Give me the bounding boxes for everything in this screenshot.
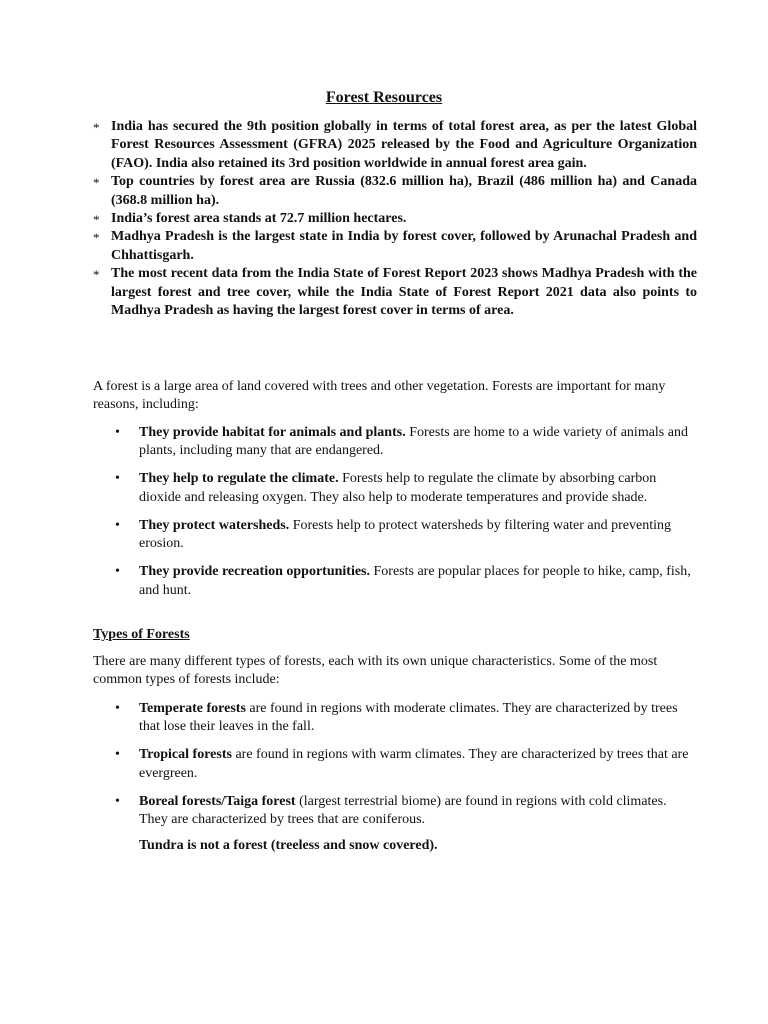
forest-type-text: are found in regions with warm climates. They are characterized by trees that are evergreen. bbox=[139, 747, 689, 781]
forest-type-name: Boreal forests/Taiga forest bbox=[139, 793, 296, 809]
reason-item bbox=[93, 517, 693, 554]
forest-type-item bbox=[93, 700, 693, 737]
forest-type-text: (largest terrestrial biome) are found in regions with cold climates. They are characterized by trees that are coniferous. bbox=[139, 793, 667, 828]
reason-lead: They protect watersheds. bbox=[139, 517, 290, 533]
reason-text: Forests help to regulate the climate by absorbing carbon dioxide and releasing oxygen. They also help to moderate temperatures and provide shade. bbox=[139, 471, 657, 505]
intro-paragraph: A forest is a large area of land covered with trees and other vegetation. Forests are important for many reasons, including: bbox=[93, 379, 666, 413]
forest-type-item bbox=[93, 793, 693, 830]
highlight-item: * Madhya Pradesh is the largest state in India by forest cover, followed by Arunachal Pradesh and Chhattisgarh. bbox=[93, 228, 697, 265]
forest-types-list bbox=[93, 700, 693, 839]
forest-type-name: Tropical forests bbox=[139, 747, 232, 763]
reason-item bbox=[93, 470, 693, 507]
reason-item bbox=[93, 563, 693, 600]
reason-item bbox=[93, 424, 693, 461]
reason-text: Forests help to protect watersheds by filtering water and preventing erosion. bbox=[139, 517, 672, 552]
reason-lead: They provide habitat for animals and plants. bbox=[139, 425, 406, 440]
highlight-item: * Top countries by forest area are Russia (832.6 million ha), Brazil (486 million ha) and Canada (368.8 million ha). bbox=[93, 173, 697, 210]
reasons-list bbox=[93, 424, 693, 610]
reason-lead: They help to regulate the climate. bbox=[139, 471, 339, 487]
highlight-item: * India’s forest area stands at 72.7 million hectares. bbox=[93, 210, 697, 228]
forest-type-text: are found in regions with moderate climates. They are characterized by trees that lose their leaves in the fall. bbox=[139, 701, 678, 735]
reason-text: Forests are popular places for people to hike, camp, fish, and hunt. bbox=[139, 564, 691, 598]
reason-lead: They provide recreation opportunities. bbox=[139, 564, 370, 580]
tundra-note: Tundra is not a forest (treeless and snow covered). bbox=[139, 838, 438, 853]
page-title: Forest Resources bbox=[325, 89, 443, 106]
reason-text: Forests are home to a wide variety of animals and plants, including many that are endangered. bbox=[139, 425, 688, 459]
highlight-item: * India has secured the 9th position globally in terms of total forest area, as per the latest Global Forest Resources Assessment (GFRA) 2025 released by the Food and Agriculture Organization (FAO). India also retained its 3rd position worldwide in annual forest area gain. bbox=[93, 118, 697, 173]
forest-type-item bbox=[93, 746, 693, 783]
highlight-item: * The most recent data from the India State of Forest Report 2023 shows Madhya Pradesh with the largest forest and tree cover, while the India State of Forest Report 2021 data also points to Madhya Pradesh as having the largest forest cover in terms of area. bbox=[93, 265, 697, 320]
highlights-list bbox=[93, 118, 697, 320]
forest-type-name: Temperate forests bbox=[139, 701, 246, 716]
types-heading: Types of Forests bbox=[93, 627, 190, 642]
types-intro-paragraph: There are many different types of forests, each with its own unique characteristics. Some of the most common types of forests include: bbox=[93, 654, 658, 688]
